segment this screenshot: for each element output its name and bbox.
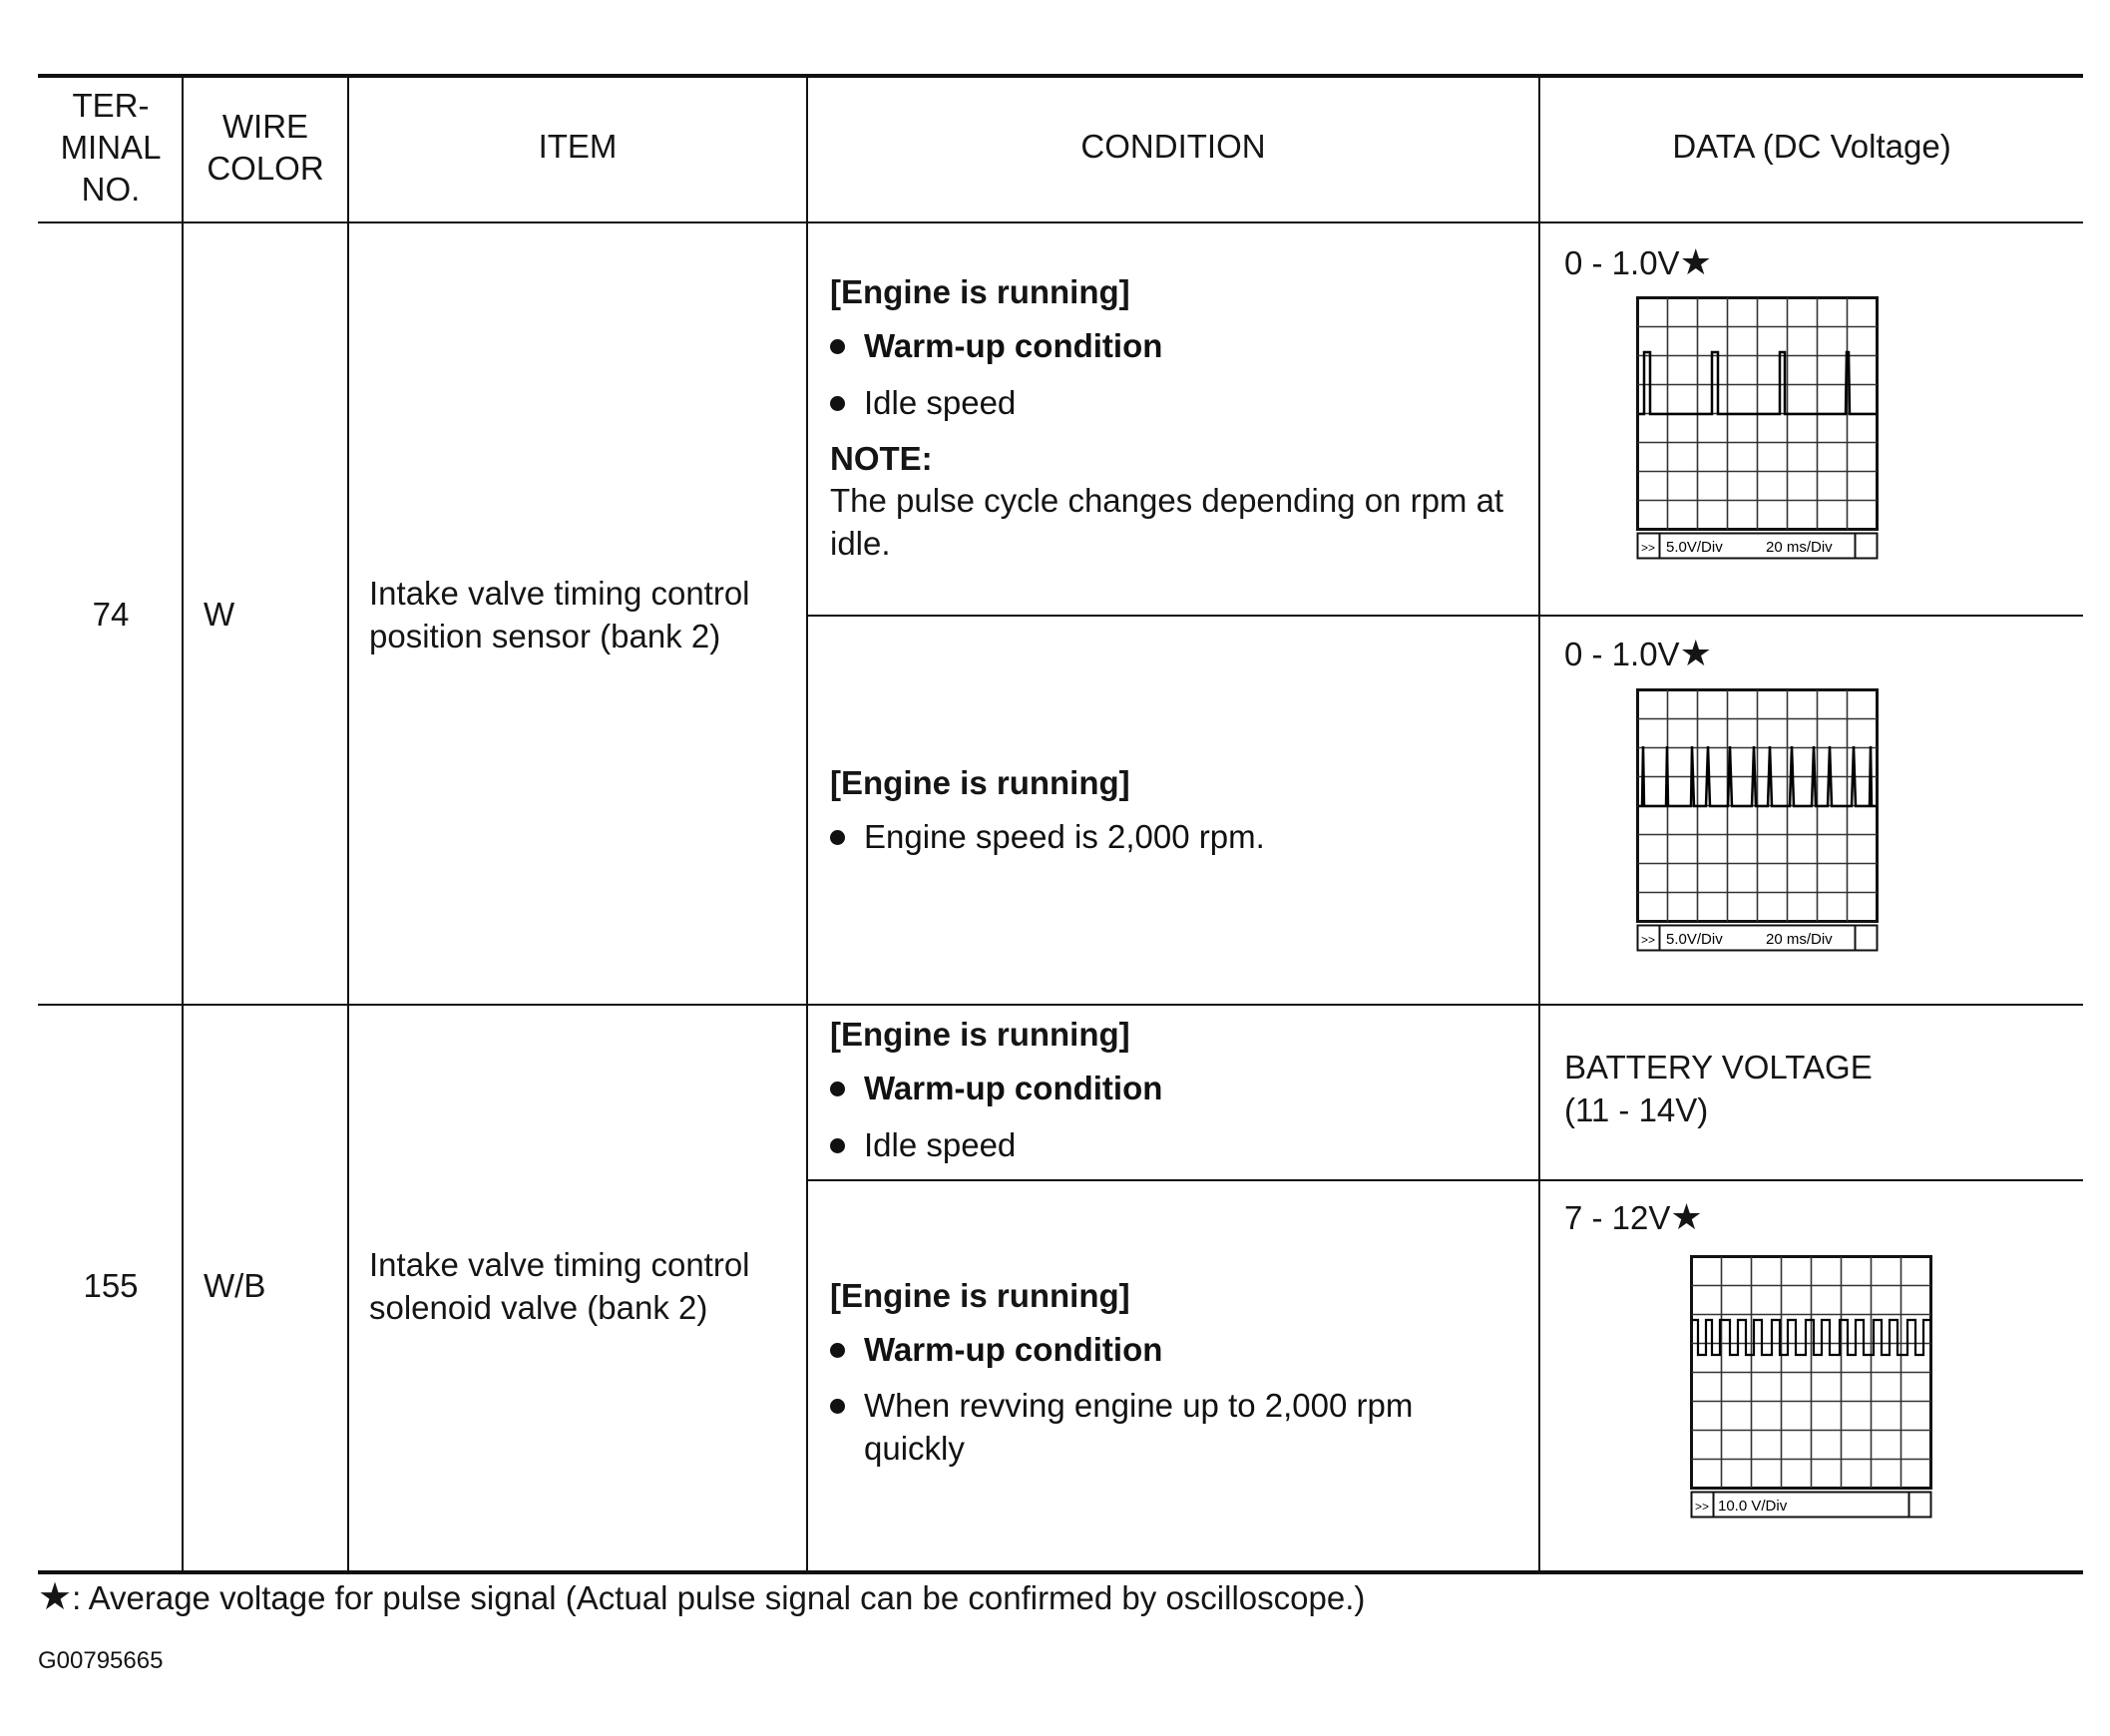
row-74-cond2-data <box>1564 632 1712 675</box>
footnote-text: : Average voltage for pulse signal (Actual pulse signal can be confirmed by oscilloscope.) <box>72 1579 1366 1616</box>
scope-waveform-2000rpm <box>1636 688 1881 953</box>
row-155-cond1-bullet-2: Idle speed <box>864 1123 1016 1166</box>
row-155-cond1-title: [Engine is running] <box>830 1016 1130 1053</box>
row-74-cond1-data <box>1564 240 1712 284</box>
header-wire-line2: COLOR <box>207 150 324 187</box>
star-icon: ★ <box>1679 241 1712 282</box>
scope-waveform-idle <box>1636 296 1881 561</box>
row-74-item-line2: position sensor (bank 2) <box>369 618 721 654</box>
scope-grid-solenoid <box>1690 1255 1934 1519</box>
row-155-cond2-title: [Engine is running] <box>830 1277 1130 1314</box>
row-155-cond2-bullet-2-line1: When revving engine up to 2,000 rpm <box>864 1387 1414 1424</box>
row-74-item-line1: Intake valve timing control <box>369 575 750 612</box>
row-155-divider <box>806 1179 2083 1181</box>
header-bottom-rule <box>38 221 2083 223</box>
scope-grid-idle <box>1636 296 1881 561</box>
scope-marker-icon: >> <box>1640 933 1656 947</box>
scope-2000rpm-time-div: 20 ms/Div <box>1766 931 1833 948</box>
row-74-cond1-title: [Engine is running] <box>830 273 1130 310</box>
scope-waveform-solenoid <box>1690 1255 1934 1519</box>
row-74-wire-color: W <box>204 596 235 633</box>
scope-marker-icon: >> <box>1694 1500 1710 1514</box>
col-divider-terminal <box>182 78 184 1570</box>
table-top-rule <box>38 74 2083 78</box>
row-155-cond2-bullet-2-line2: quickly <box>864 1430 965 1467</box>
header-wire-color <box>184 106 347 190</box>
row-155-cond1-data <box>1564 1046 1873 1131</box>
row-155-item-line1: Intake valve timing control <box>369 1246 750 1283</box>
row-155-cond1-data-line2: (11 - 14V) <box>1564 1091 1709 1128</box>
row-74-cond1-note-line1: The pulse cycle changes depending on rpm at <box>830 482 1504 519</box>
header-condition: CONDITION <box>1080 128 1266 165</box>
header-terminal-no <box>40 85 182 211</box>
row-155-cond1-data-line1: BATTERY VOLTAGE <box>1564 1049 1873 1085</box>
header-item: ITEM <box>538 128 618 165</box>
row-74-item <box>369 572 750 657</box>
star-icon: ★ <box>1670 1196 1703 1237</box>
scope-marker-icon: >> <box>1640 541 1656 555</box>
row-74-cond1-bullet-2: Idle speed <box>864 381 1016 424</box>
row-74-cond1-bullet-1: Warm-up condition <box>864 324 1162 367</box>
row-155-cond2-bullet-2 <box>864 1384 1413 1470</box>
row-155-cond2-data-value: 7 - 12V <box>1564 1199 1671 1236</box>
scope-2000rpm-volt-div: 5.0V/Div <box>1666 931 1723 948</box>
header-data: DATA (DC Voltage) <box>1672 128 1951 165</box>
col-divider-wire <box>347 78 349 1570</box>
row-74-cond1-note-line2: idle. <box>830 525 891 562</box>
row-74-cond2-bullet-1: Engine speed is 2,000 rpm. <box>864 815 1265 858</box>
row-155-cond1-bullet-1: Warm-up condition <box>864 1067 1162 1109</box>
row-155-item-line2: solenoid valve (bank 2) <box>369 1289 708 1326</box>
col-divider-item <box>806 78 808 1570</box>
figure-id: G00795665 <box>38 1647 164 1674</box>
row-155-cond2-bullet-1: Warm-up condition <box>864 1328 1162 1371</box>
scope-idle-volt-div: 5.0V/Div <box>1666 539 1723 556</box>
header-terminal-line3: NO. <box>81 171 141 208</box>
row-155-item <box>369 1243 750 1329</box>
header-terminal-line2: MINAL <box>60 129 162 166</box>
row-155-cond2-data <box>1564 1195 1703 1239</box>
header-wire-line1: WIRE <box>221 108 309 145</box>
star-icon: ★ <box>1679 633 1712 673</box>
row-74-cond2-title: [Engine is running] <box>830 764 1130 801</box>
row-74-divider <box>806 615 2083 617</box>
col-divider-condition <box>1538 78 1540 1570</box>
row-74-cond1-note-label: NOTE: <box>830 440 933 477</box>
table-bottom-rule <box>38 1570 2083 1574</box>
row-74-terminal: 74 <box>92 596 130 633</box>
row-74-cond1-data-value: 0 - 1.0V <box>1564 244 1680 281</box>
row-74-cond1-note <box>830 479 1503 565</box>
row-155-terminal: 155 <box>83 1267 139 1304</box>
row-74-bottom-rule <box>38 1004 2083 1006</box>
scope-idle-time-div: 20 ms/Div <box>1766 539 1833 556</box>
scope-solenoid-volt-div: 10.0 V/Div <box>1718 1498 1788 1515</box>
footnote <box>38 1576 1365 1619</box>
row-155-wire-color: W/B <box>204 1267 266 1304</box>
row-74-cond2-data-value: 0 - 1.0V <box>1564 636 1680 672</box>
star-icon: ★ <box>38 1576 73 1618</box>
header-terminal-line1: TER- <box>72 87 150 124</box>
scope-grid-2000rpm <box>1636 688 1881 953</box>
